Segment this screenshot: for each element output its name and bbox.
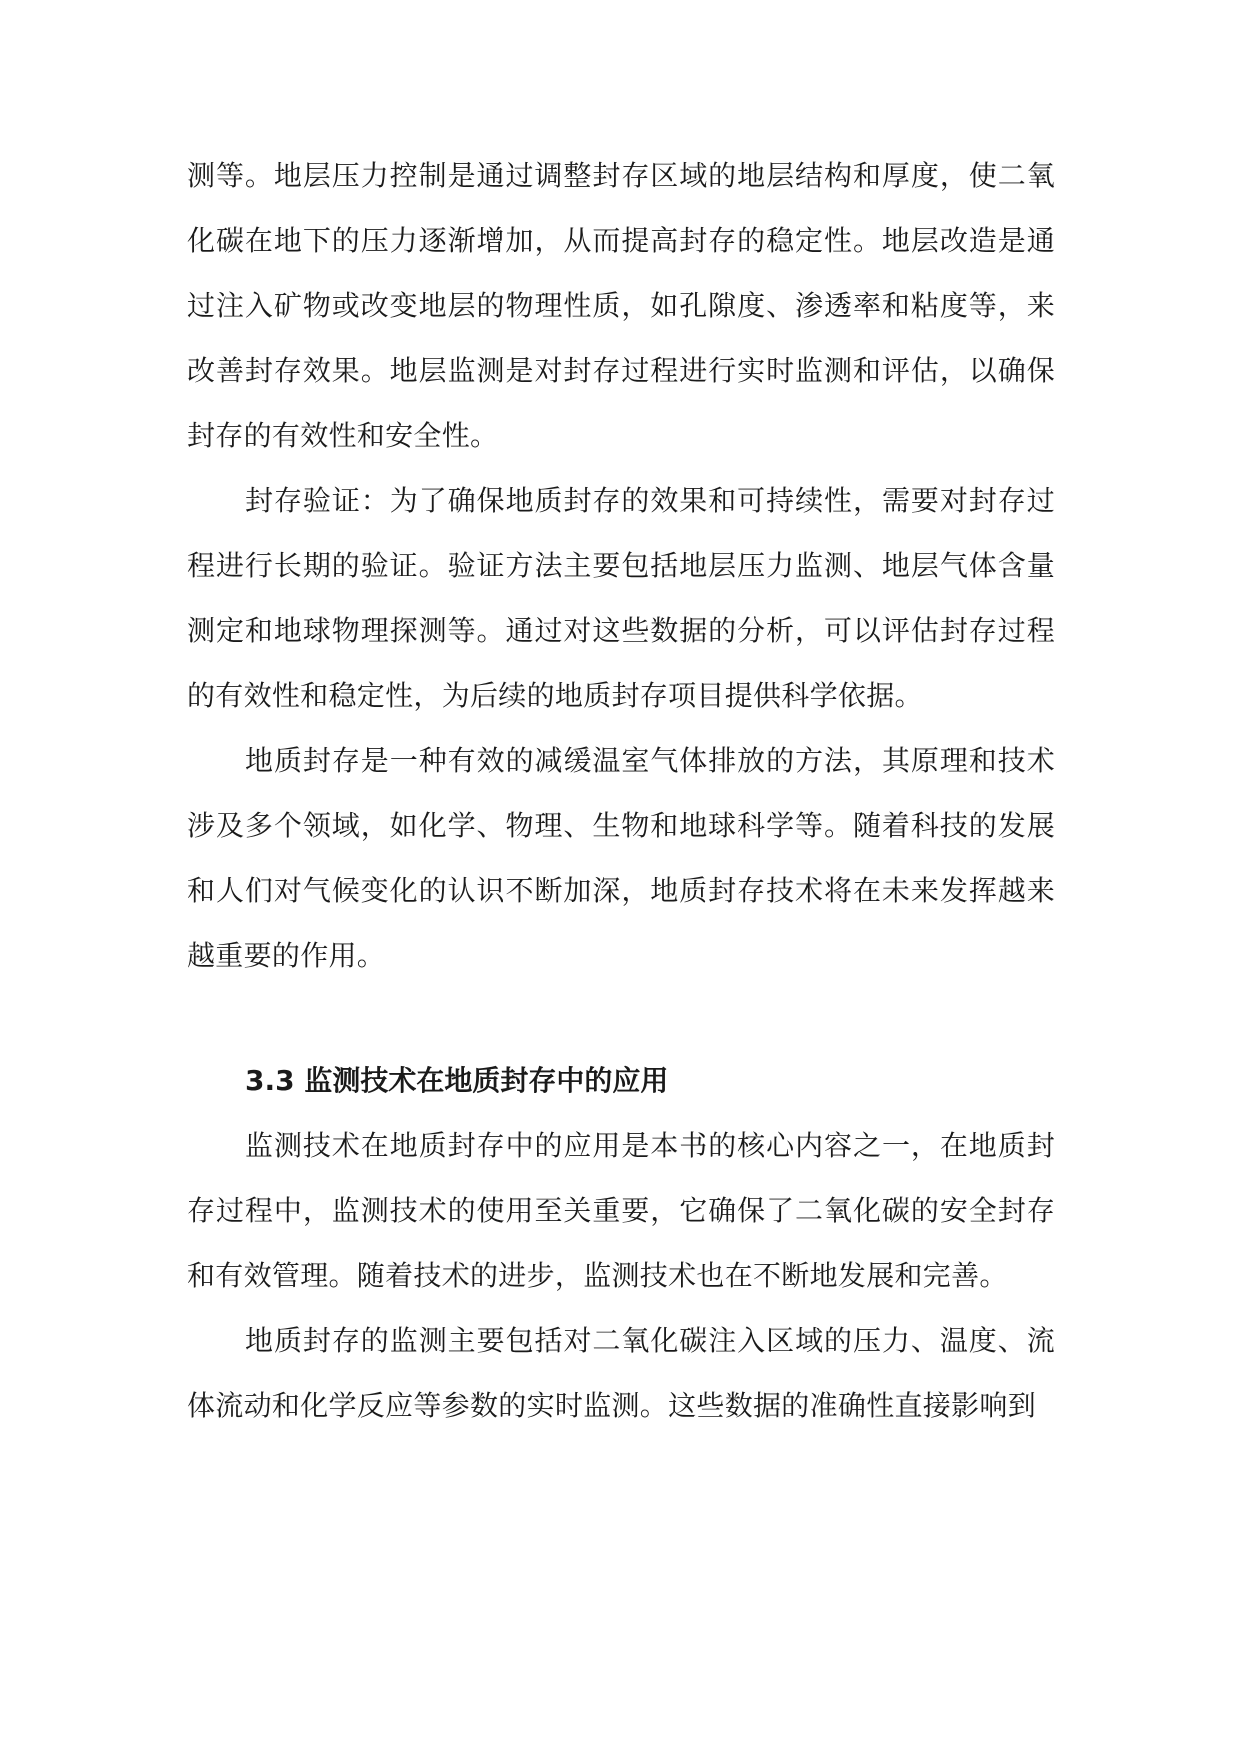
paragraph-monitoring-intro: 监测技术在地质封存中的应用是本书的核心内容之一，在地质封存过程中，监测技术的使用至关重要，它确保了二氧化碳的安全封存和有效管理。随着技术的进步，监测技术也在不断地发展和完善。 [187, 1129, 1055, 1292]
paragraph-geological-storage-summary: 地质封存是一种有效的减缓温室气体排放的方法，其原理和技术涉及多个领域，如化学、物理、生物和地球科学等。随着科技的发展和人们对气候变化的认识不断加深，地质封存技术将在未来发挥越来越重要的作用。 [187, 744, 1055, 972]
page-content [187, 143, 1055, 1438]
paragraph-monitoring-parameters: 地质封存的监测主要包括对二氧化碳注入区域的压力、温度、流体流动和化学反应等参数的实时监测。这些数据的准确性直接影响到 [187, 1324, 1055, 1422]
paragraph-continuation: 测等。地层压力控制是通过调整封存区域的地层结构和厚度，使二氧化碳在地下的压力逐渐增加，从而提高封存的稳定性。地层改造是通过注入矿物或改变地层的物理性质，如孔隙度、渗透率和粘度等，来改善封存效果。地层监测是对封存过程进行实时监测和评估，以确保封存的有效性和安全性。 [187, 159, 1055, 452]
section-heading: 3.3 监测技术在地质封存中的应用 [245, 1064, 669, 1097]
paragraph-storage-verification: 封存验证：为了确保地质封存的效果和可持续性，需要对封存过程进行长期的验证。验证方法主要包括地层压力监测、地层气体含量测定和地球物理探测等。通过对这些数据的分析，可以评估封存过程的有效性和稳定性，为后续的地质封存项目提供科学依据。 [187, 484, 1055, 712]
